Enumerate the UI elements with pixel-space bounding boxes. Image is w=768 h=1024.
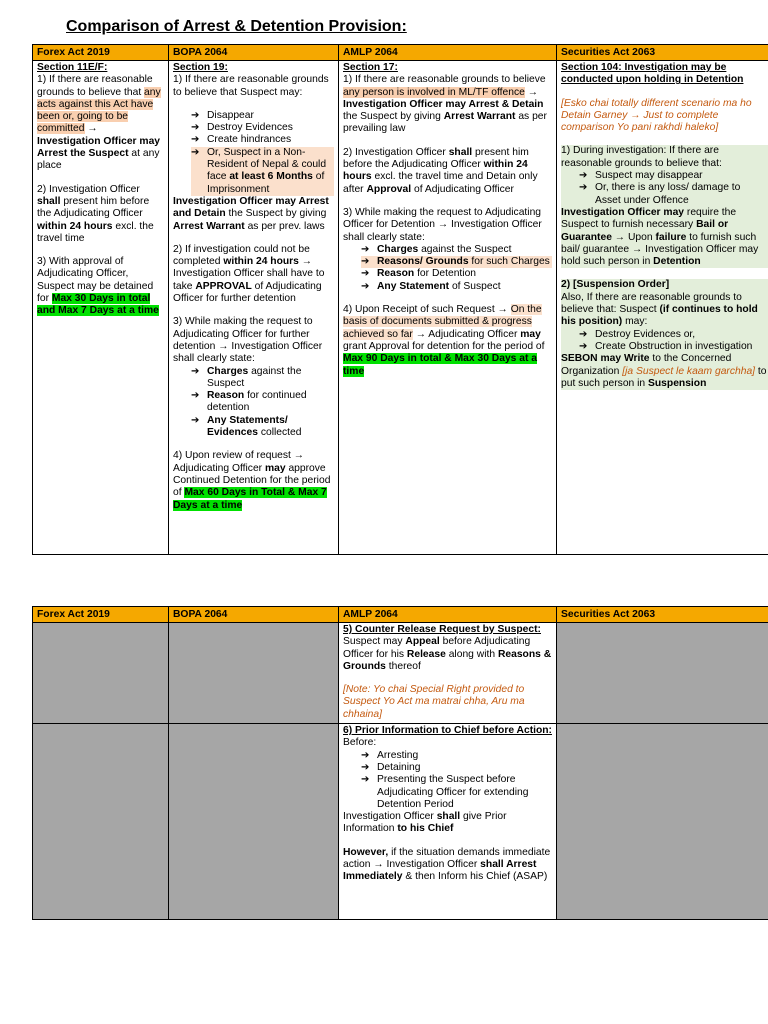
empty-cell [557,623,768,724]
securities-cell [557,61,768,555]
empty-cell [557,724,768,920]
amlp-point-3: 3) While making the request to Adjudicating Officer for Detention → Investigation Officer shall clearly state: [343,206,542,243]
list-item: ➔ Destroy Evidences [191,122,334,134]
release-text: Suspect may Appeal before Adjudicating Officer for his Release along with Reasons & Grounds thereof [343,636,552,672]
list-item: ➔ Reason for continued detention [191,390,334,415]
empty-cell [169,724,339,920]
bopa-point-2: 2) If investigation could not be completed within 24 hours → Investigation Officer shall have to take APPROVAL of Adjudicating Officer for further detention [173,243,325,305]
table-row [33,623,768,724]
securities-point-1-box [561,145,768,268]
list-item: ➔ Destroy Evidences or, [579,329,768,341]
prior-info-list [343,750,552,811]
release-heading: 5) Counter Release Request by Suspect: [343,624,541,635]
list-item: ➔ Reason for Detention [361,268,552,280]
page-title: Comparison of Arrest & Detention Provision: [66,18,407,35]
amlp-prior-info-cell [339,724,557,920]
header-securities: Securities Act 2063 [557,45,768,61]
bopa-point-4: 4) Upon review of request → Adjudicating Officer may approve Continued Detention for the period of Max 60 Days in Total & Max 7 Days at a time [173,450,331,511]
header-amlp: AMLP 2064 [339,45,557,61]
bopa-section: Section 19: [173,62,228,73]
content-row [33,61,768,555]
amlp-list-3 [343,244,552,293]
forex-cell [33,61,169,555]
securities-point-2-title: 2) [Suspension Order] [561,279,670,291]
header-row [33,607,768,623]
securities-point-1: 1) During investigation: If there are reasonable grounds to believe that: [561,145,722,169]
list-item: ➔ Charges against the Suspect [191,366,334,391]
securities-list-2 [561,329,768,354]
empty-cell [33,623,169,724]
forex-section: Section 11E/F: [37,62,108,73]
bopa-list-1 [173,110,334,196]
table-row [33,724,768,920]
list-item: ➔ Charges against the Suspect [361,244,552,256]
header-amlp: AMLP 2064 [339,607,557,623]
securities-point-3: SEBON may Write to the Concerned Organization [ja Suspect le kaam garchha] to put such person in Suspension [561,353,767,389]
header-forex: Forex Act 2019 [33,45,169,61]
securities-section: Section 104: Investigation may be conducted upon holding in Detention [561,62,744,86]
bopa-point-1: 1) If there are reasonable grounds to believe that Suspect may: [173,74,329,98]
prior-info-however: However, if the situation demands immediate action → Investigation Officer shall Arrest Immediately & then Inform his Chief (ASAP) [343,846,551,883]
list-item: ➔ Any Statement of Suspect [361,281,552,293]
list-item: ➔ Reasons/ Grounds for such Charges [361,256,552,268]
amlp-release-cell [339,623,557,724]
header-forex: Forex Act 2019 [33,607,169,623]
comparison-table [32,44,768,555]
amlp-point-2: 2) Investigation Officer shall present him before the Adjudicating Officer within 24 hours excl. the travel time and Detain only after Approval of Adjudicating Officer [343,146,538,195]
header-bopa: BOPA 2064 [169,45,339,61]
forex-point-2: 2) Investigation Officer shall present him before the Adjudicating Officer within 24 hours excl. the travel time [37,183,154,244]
prior-info-text: Investigation Officer shall give Prior Information to his Chief [343,811,507,835]
list-item: ➔ Or, there is any loss/ damage to Asset under Offence [579,182,768,207]
header-bopa: BOPA 2064 [169,607,339,623]
list-item: ➔ Create Obstruction in investigation [579,341,768,353]
release-note: [Note: Yo chai Special Right provided to Suspect Yo Act ma matrai chha, Aru ma chhaina] [343,684,525,720]
list-item: ➔ Detaining [361,762,552,774]
bopa-point-1b: Investigation Officer may Arrest and Detain the Suspect by giving Arrest Warrant as per prev. laws [173,195,329,232]
empty-cell [169,623,339,724]
empty-cell [33,724,169,920]
amlp-section: Section 17: [343,62,398,73]
prior-info-before: Before: [343,737,377,749]
list-item: ➔ Create hindrances [191,134,334,146]
amlp-point-1: 1) If there are reasonable grounds to believe any person is involved in ML/TF offence → Investigation Officer may Arrest & Detain the Suspect by giving Arrest Warrant as per prevailing law [343,74,547,135]
header-row [33,45,768,61]
bopa-cell [169,61,339,555]
list-item: ➔ Suspect may disappear [579,170,768,182]
bopa-point-3: 3) While making the request to Adjudicating Officer for further detention → Investigation Officer shall clearly state: [173,316,323,365]
list-item: ➔ Or, Suspect in a Non-Resident of Nepal & could face at least 6 Months of Imprisonment [191,147,334,196]
amlp-cell [339,61,557,555]
list-item: ➔ Arresting [361,750,552,762]
securities-point-1b: Investigation Officer may require the Suspect to furnish necessary Bail or Guarantee → Upon failure to furnish such bail/ guarantee → Investigation Officer may hold such person in Detention [561,206,759,268]
comparison-table-continued [32,606,768,920]
securities-point-2: Also, If there are reasonable grounds to believe that: Suspect (if continues to hold his position) may: [561,291,758,328]
securities-list-1 [561,170,768,207]
amlp-point-4: 4) Upon Receipt of such Request → On the basis of documents submitted & progress achieved so far → Adjudicating Officer may grant Approval for detention for the period of Max 90 Days in total & Max 30 Days at a time [343,304,545,377]
bopa-list-3 [173,366,334,440]
list-item: ➔ Any Statements/ Evidences collected [191,415,334,440]
list-item: ➔ Presenting the Suspect before Adjudicating Officer for extending Detention Period [361,774,552,811]
securities-note: [Esko chai totally different scenario ma ho Detain Garney → Just to complete comparison Yo pani rakhdi haleko] [561,97,752,134]
list-item: ➔ Disappear [191,110,334,122]
header-securities: Securities Act 2063 [557,607,768,623]
prior-info-heading: 6) Prior Information to Chief before Action: [343,725,552,737]
forex-point-1: 1) If there are reasonable grounds to believe that any acts against this Act have been or, going to be committed → Investigation Officer may Arrest the Suspect at any place [37,74,161,172]
forex-point-3: 3) With approval of Adjudicating Officer, Suspect may be detained for Max 30 Days in total and Max 7 Days at a time [37,256,159,317]
securities-point-2-box [561,279,768,390]
